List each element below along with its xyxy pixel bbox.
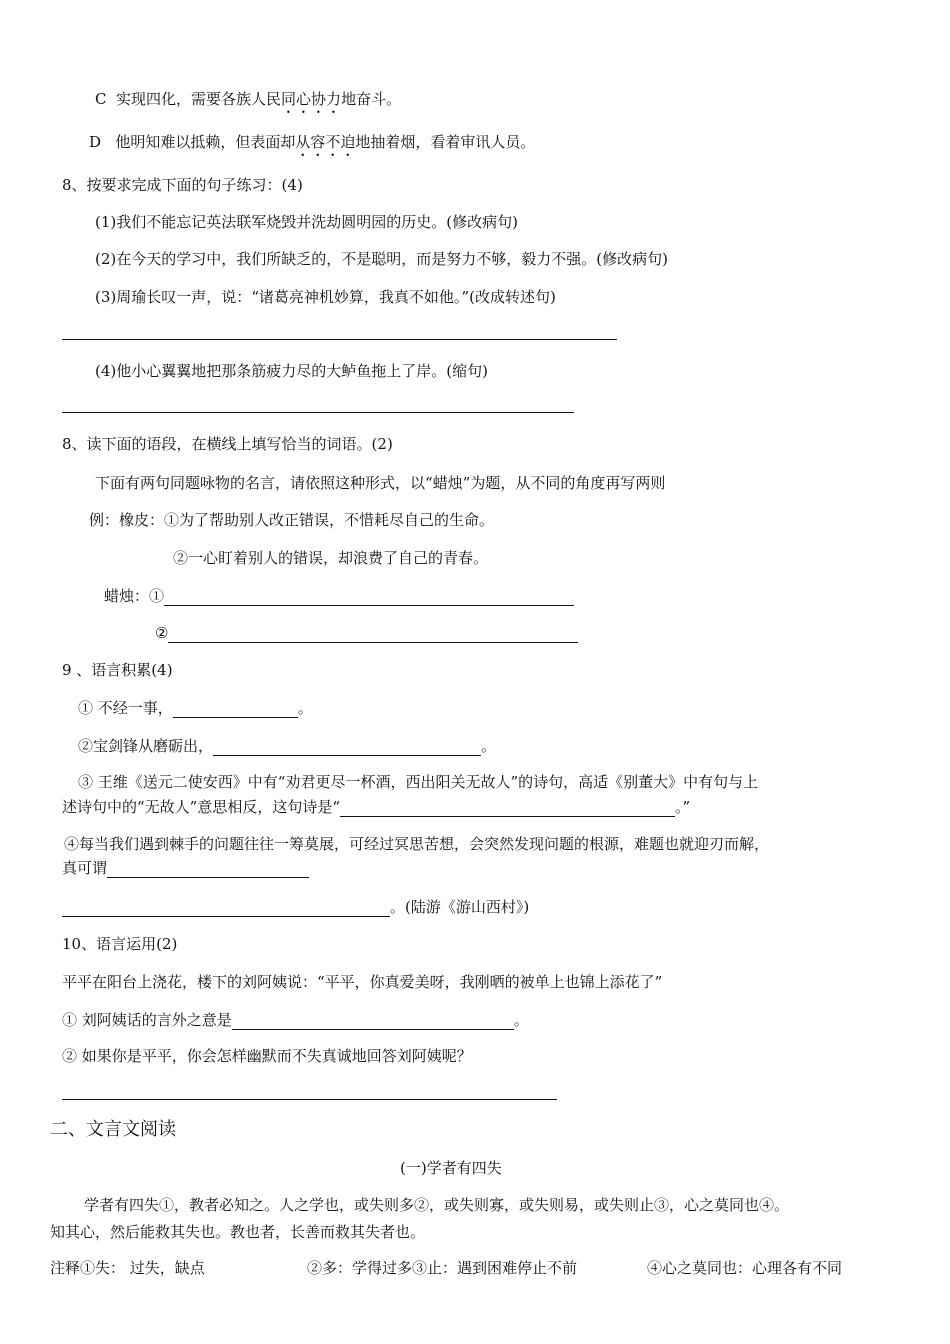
question-8b-title: 8、读下面的语段，在横线上填写恰当的词语。(2) bbox=[62, 435, 393, 453]
answer-line[interactable] bbox=[62, 339, 617, 340]
emphasized-idiom: 同心协力 bbox=[281, 90, 342, 108]
question-10-title: 10、语言运用(2) bbox=[62, 935, 178, 953]
option-d: D 他明知难以抵赖，但表面却从容不迫地抽着烟，看着审讯人员。 bbox=[89, 133, 536, 151]
question-10-item-2: ② 如果你是平平，你会怎样幽默而不失真诚地回答刘阿姨呢？ bbox=[62, 1047, 472, 1065]
answer-blank[interactable] bbox=[62, 899, 390, 917]
question-8-sentence-4: (4)他小心翼翼地把那条筋疲力尽的大鲈鱼拖上了岸。(缩句) bbox=[95, 362, 488, 380]
answer-blank[interactable] bbox=[107, 860, 309, 878]
candle-answer-2: ② bbox=[155, 623, 578, 643]
answer-blank[interactable] bbox=[164, 588, 574, 606]
annotation-3: ④心之莫同也：心理各有不同 bbox=[647, 1259, 843, 1277]
question-9-item-3b: 述诗句中的“无故人”意思相反，这句诗是“ 。” bbox=[62, 798, 691, 816]
annotation-1: 注释①失： 过失，缺点 bbox=[50, 1259, 205, 1277]
question-9-item-3a: ③ 王维《送元二使安西》中有“劝君更尽一杯酒，西出阳关无故人”的诗句，高适《别董大》中有句与上 bbox=[78, 773, 759, 791]
candle-answer-1: 蜡烛：① bbox=[104, 586, 574, 606]
question-9-title: 9 、语言积累(4) bbox=[62, 661, 173, 679]
answer-line[interactable] bbox=[62, 1099, 557, 1100]
example-line-1: 例：橡皮：①为了帮助别人改正错误，不惜耗尽自己的生命。 bbox=[89, 511, 495, 529]
annotation-2: ②多：学得过多③止：遇到困难停止不前 bbox=[307, 1259, 578, 1277]
question-8b-intro: 下面有两句同题咏物的名言，请依照这种形式，以“蜡烛”为题，从不同的角度再写两则 bbox=[95, 474, 666, 492]
answer-blank[interactable] bbox=[340, 799, 675, 817]
answer-blank[interactable] bbox=[213, 738, 481, 756]
section-heading: 二、文言文阅读 bbox=[50, 1119, 176, 1140]
question-9-item-2: ②宝剑锋从磨砺出， 。 bbox=[78, 737, 497, 755]
question-10-story: 平平在阳台上浇花，楼下的刘阿姨说：“平平，你真爱美呀，我刚晒的被单上也锦上添花了” bbox=[62, 973, 663, 991]
passage-paragraph-1: 学者有四失①，教者必知之。人之学也，或失则多②，或失则寡，或失则易，或失则止③，心之莫同也④。 bbox=[84, 1196, 790, 1214]
question-8-sentence-1: (1)我们不能忘记英法联军烧毁并洗劫圆明园的历史。(修改病句) bbox=[95, 213, 518, 231]
passage-title: (一)学者有四失 bbox=[400, 1159, 502, 1177]
example-line-2: ②一心盯着别人的错误，却浪费了自己的青春。 bbox=[173, 549, 489, 567]
option-c: C 实现四化，需要各族人民同心协力地奋斗。 bbox=[95, 90, 402, 108]
passage-paragraph-2: 知其心，然后能救其失也。教也者，长善而救其失者也。 bbox=[50, 1223, 426, 1241]
question-8-sentence-2: (2)在今天的学习中，我们所缺乏的，不是聪明，而是努力不够，毅力不强。(修改病句) bbox=[95, 250, 668, 268]
answer-blank[interactable] bbox=[168, 625, 578, 643]
question-10-item-1: ① 刘阿姨话的言外之意是 。 bbox=[62, 1011, 529, 1029]
answer-blank[interactable] bbox=[173, 700, 298, 718]
question-9-item-4b: 真可谓 bbox=[62, 858, 309, 878]
answer-line[interactable] bbox=[62, 412, 574, 413]
question-9-item-4a: ④每当我们遇到棘手的问题往往一筹莫展，可经过冥思苦想，会突然发现问题的根源，难题也就迎刃而解， bbox=[64, 835, 770, 853]
emphasized-idiom: 从容不迫 bbox=[295, 133, 356, 151]
question-9-item-4c: 。(陆游《游山西村》) bbox=[62, 897, 529, 917]
question-8-sentence-3: (3)周瑜长叹一声，说：“诸葛亮神机妙算，我真不如他。”(改成转述句) bbox=[95, 288, 556, 306]
question-9-item-1: ① 不经一事， 。 bbox=[78, 699, 313, 717]
question-8-title: 8、按要求完成下面的句子练习：(4) bbox=[62, 176, 303, 194]
answer-blank[interactable] bbox=[232, 1012, 514, 1030]
